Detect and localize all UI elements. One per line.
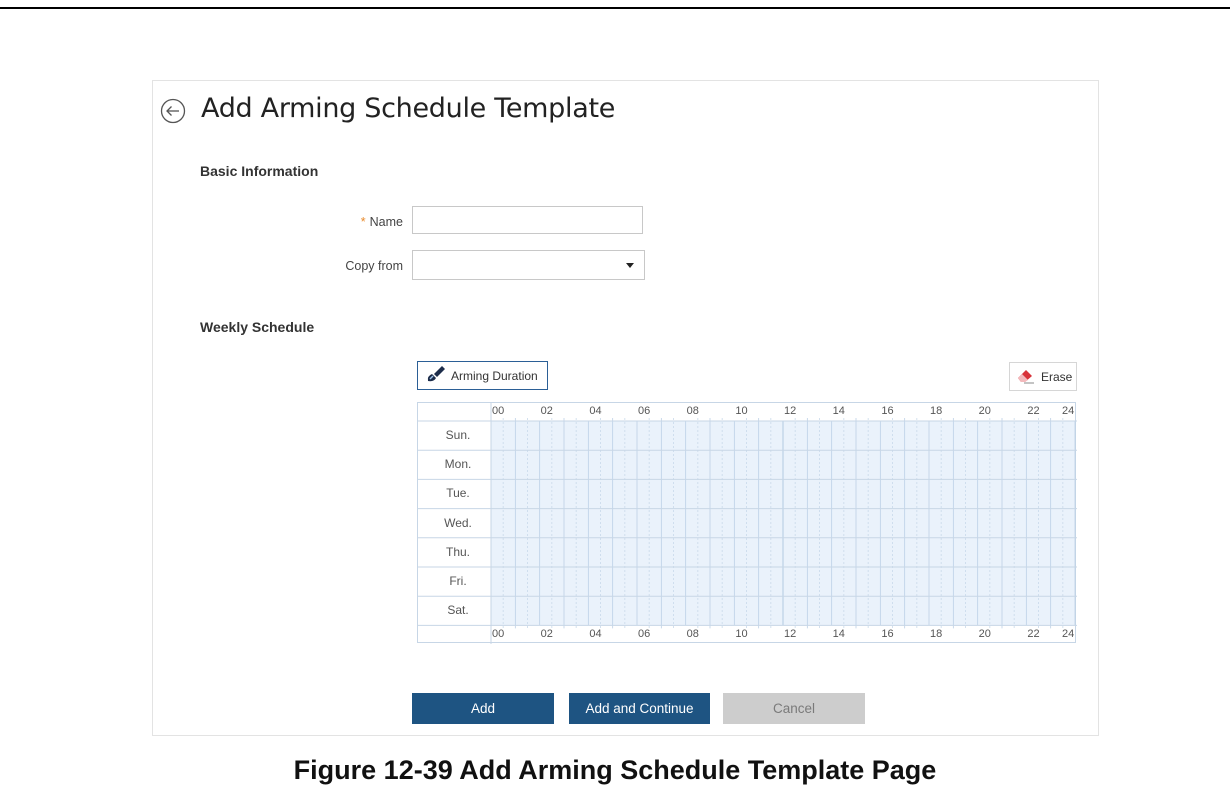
hour-tick-label-top: 06 — [638, 405, 651, 417]
hour-tick-label-bottom: 08 — [686, 628, 699, 641]
document-top-rule — [0, 7, 1230, 9]
hour-tick-label-bottom: 10 — [735, 628, 748, 641]
back-arrow-circle-icon[interactable] — [160, 98, 186, 124]
weekly-schedule-heading: Weekly Schedule — [200, 319, 315, 335]
arming-duration-button[interactable] — [417, 361, 548, 390]
day-label: Thu. — [445, 544, 470, 559]
copy-from-label: Copy from — [345, 259, 403, 273]
hour-tick-label-top: 24 — [1062, 405, 1075, 417]
add-and-continue-button[interactable]: Add and Continue — [569, 693, 710, 724]
erase-button[interactable] — [1009, 362, 1077, 391]
day-label: Fri. — [449, 574, 467, 588]
hour-tick-label-bottom: 12 — [784, 628, 797, 641]
hour-tick-label-top: 02 — [540, 405, 553, 417]
name-label — [283, 215, 403, 229]
copy-from-select[interactable] — [412, 250, 645, 280]
hour-tick-label-top: 16 — [881, 405, 894, 417]
hour-tick-label-bottom: 20 — [978, 628, 991, 641]
hour-tick-label-top: 12 — [784, 405, 797, 417]
hour-tick-label-top: 20 — [978, 405, 991, 417]
hour-tick-label-top: 14 — [832, 405, 845, 417]
day-label: Wed. — [444, 515, 472, 530]
hour-tick-label-top: 04 — [589, 405, 602, 417]
schedule-grid-canvas[interactable] — [418, 403, 1077, 644]
hour-tick-label-top: 22 — [1027, 405, 1040, 417]
day-label: Sat. — [447, 603, 469, 618]
eraser-icon — [1016, 366, 1036, 387]
basic-information-heading: Basic Information — [200, 163, 319, 179]
hour-tick-label-top: 00 — [492, 405, 505, 417]
brush-icon — [426, 365, 446, 386]
hour-tick-label-bottom: 02 — [540, 628, 553, 641]
hour-tick-label-bottom: 14 — [832, 628, 845, 641]
weekly-schedule-grid[interactable] — [417, 402, 1076, 643]
name-input[interactable] — [412, 206, 643, 234]
hour-tick-label-bottom: 22 — [1027, 628, 1040, 641]
hour-tick-label-bottom: 04 — [589, 628, 602, 641]
hour-tick-label-top: 10 — [735, 405, 748, 417]
caret-down-icon — [626, 263, 634, 268]
erase-label: Erase — [1041, 369, 1073, 384]
hour-tick-label-bottom: 06 — [638, 628, 651, 641]
cancel-button[interactable]: Cancel — [723, 693, 865, 724]
arming-duration-label: Arming Duration — [451, 368, 538, 383]
hour-tick-label-bottom: 24 — [1062, 628, 1075, 641]
day-label: Tue. — [446, 486, 470, 501]
schedule-template-panel — [152, 80, 1099, 736]
hour-tick-label-bottom: 16 — [881, 628, 894, 641]
add-button[interactable]: Add — [412, 693, 554, 724]
day-label: Mon. — [444, 457, 472, 472]
required-mark: * — [360, 215, 366, 229]
name-label-text: Name — [369, 215, 403, 229]
hour-tick-label-top: 08 — [686, 405, 699, 417]
day-label: Sun. — [445, 428, 471, 442]
hour-tick-label-bottom: 18 — [930, 628, 943, 641]
hour-tick-label-top: 18 — [930, 405, 943, 417]
hour-tick-label-bottom: 00 — [492, 628, 505, 641]
figure-caption: Figure 12-39 Add Arming Schedule Template Page — [293, 755, 937, 785]
page-title: Add Arming Schedule Template — [201, 93, 616, 124]
